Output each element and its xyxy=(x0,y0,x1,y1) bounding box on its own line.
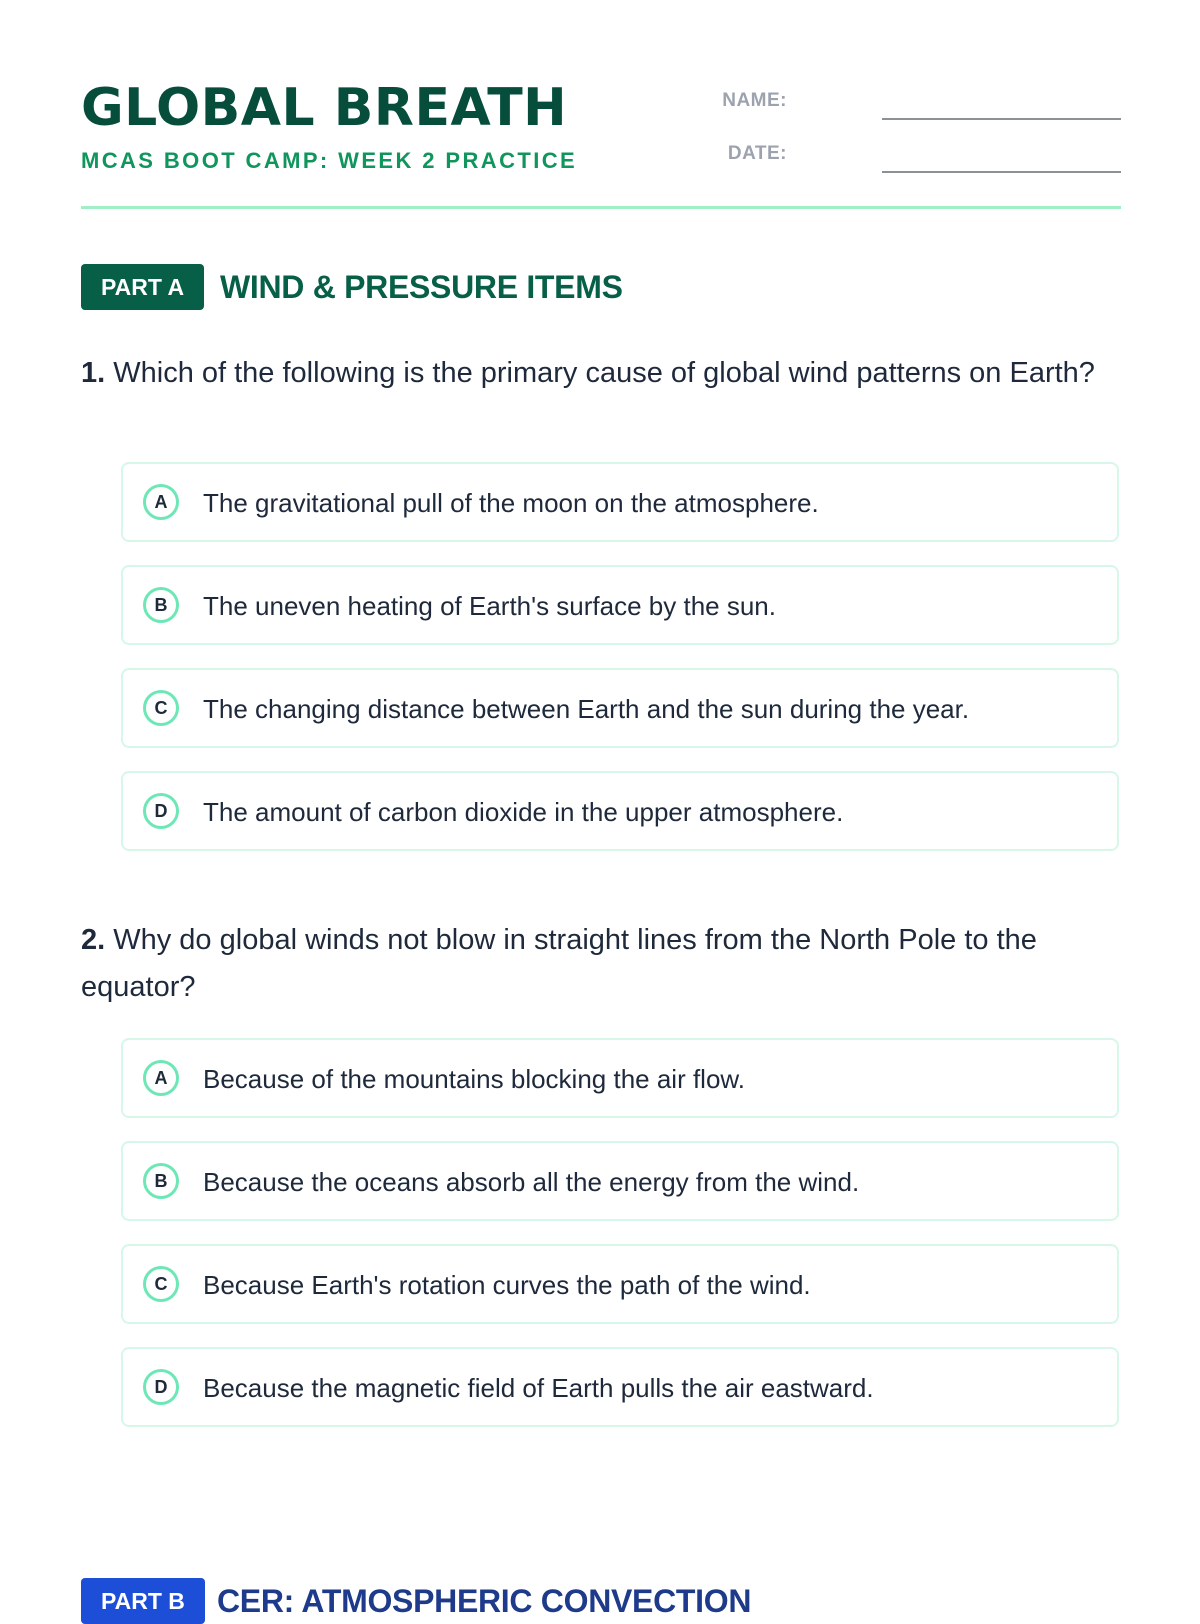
q1-option-b[interactable] xyxy=(121,565,1119,645)
option-text: Because the magnetic field of Earth pulls the air eastward. xyxy=(203,1373,874,1403)
q2-option-c[interactable] xyxy=(121,1244,1119,1324)
question-2-number: 2. xyxy=(81,924,106,956)
question-1 xyxy=(81,350,1121,397)
question-1-number: 1. xyxy=(81,357,106,389)
option-text: The gravitational pull of the moon on the atmosphere. xyxy=(203,488,819,518)
question-2-text: Why do global winds not blow in straight lines from the North Pole to the equator? xyxy=(81,924,1037,1003)
date-field[interactable] xyxy=(701,133,1121,173)
part-b-badge: PART B xyxy=(81,1578,205,1624)
header-divider xyxy=(81,206,1121,209)
worksheet-subtitle: MCAS BOOT CAMP: WEEK 2 PRACTICE xyxy=(81,148,578,173)
question-1-text: Which of the following is the primary cause of global wind patterns on Earth? xyxy=(113,357,1095,389)
name-field[interactable] xyxy=(701,80,1121,120)
option-letter-circle[interactable]: B xyxy=(143,1163,179,1199)
worksheet-title: GLOBAL BREATH xyxy=(81,78,568,138)
worksheet-page xyxy=(81,0,1121,1619)
q2-option-d[interactable] xyxy=(121,1347,1119,1427)
part-b-title: CER: ATMOSPHERIC CONVECTION xyxy=(217,1583,752,1619)
option-letter-circle[interactable]: B xyxy=(143,587,179,623)
option-letter-circle[interactable]: D xyxy=(143,1369,179,1405)
option-text: The amount of carbon dioxide in the upper atmosphere. xyxy=(203,797,844,827)
option-text: Because of the mountains blocking the air flow. xyxy=(203,1064,745,1094)
name-label: NAME: xyxy=(722,90,787,111)
option-letter-circle[interactable]: C xyxy=(143,690,179,726)
question-2 xyxy=(81,917,1121,1011)
date-line[interactable] xyxy=(882,171,1121,173)
option-letter-circle[interactable]: A xyxy=(143,1060,179,1096)
option-letter-circle[interactable]: C xyxy=(143,1266,179,1302)
q1-option-c[interactable] xyxy=(121,668,1119,748)
part-a-badge: PART A xyxy=(81,264,204,310)
date-label: DATE: xyxy=(727,143,787,164)
option-letter-circle[interactable]: D xyxy=(143,793,179,829)
name-line[interactable] xyxy=(882,118,1121,120)
option-text: Because Earth's rotation curves the path of the wind. xyxy=(203,1270,811,1300)
part-a-title: WIND & PRESSURE ITEMS xyxy=(220,269,623,305)
q1-option-d[interactable] xyxy=(121,771,1119,851)
option-text: The uneven heating of Earth's surface by the sun. xyxy=(203,591,776,621)
q2-option-b[interactable] xyxy=(121,1141,1119,1221)
q2-option-a[interactable] xyxy=(121,1038,1119,1118)
option-letter-circle[interactable]: A xyxy=(143,484,179,520)
q1-option-a[interactable] xyxy=(121,462,1119,542)
option-text: The changing distance between Earth and the sun during the year. xyxy=(203,694,970,724)
option-text: Because the oceans absorb all the energy from the wind. xyxy=(203,1167,860,1197)
